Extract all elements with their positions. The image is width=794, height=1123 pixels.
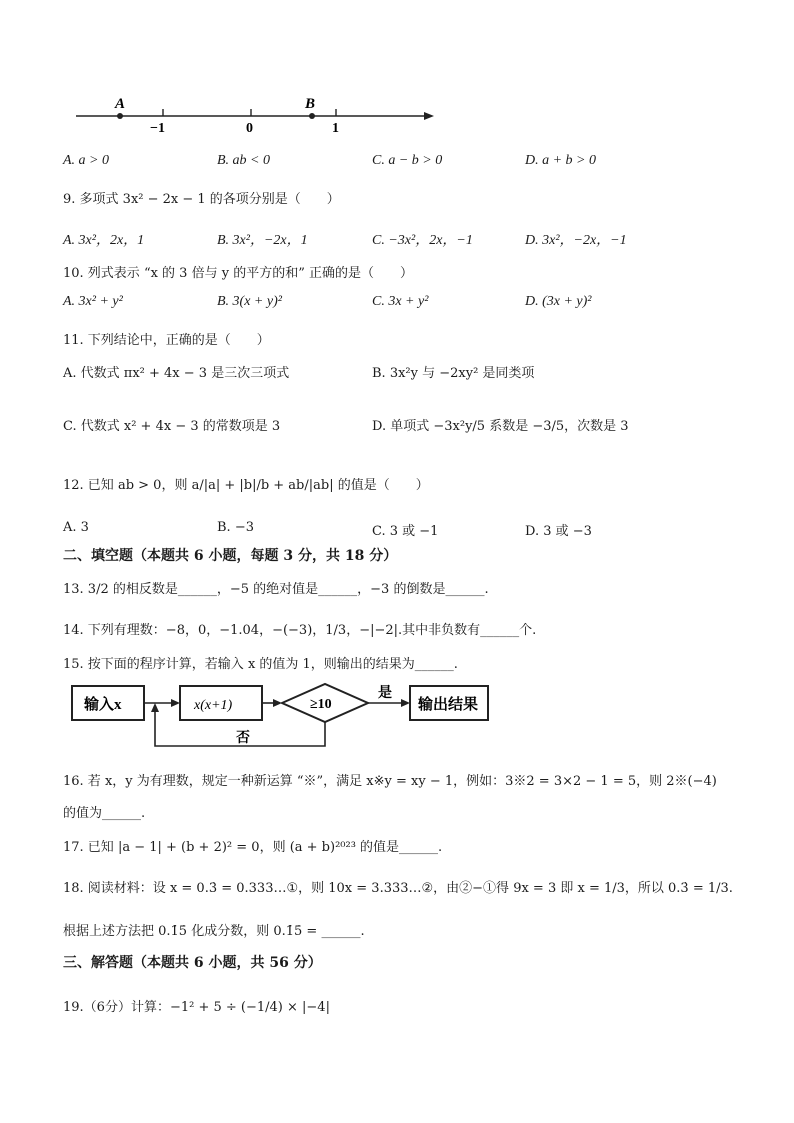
q13: 13. 3/2 的相反数是______，−5 的绝对值是______，−3 的倒数是______. bbox=[63, 582, 489, 597]
tick-label-0: 0 bbox=[246, 121, 253, 136]
q19: 19.（6分）计算：−1² + 5 ÷ (−1/4) × |−4| bbox=[63, 1000, 330, 1015]
q11-option-d: D. 单项式 −3x²y/5 系数是 −3/5，次数是 3 bbox=[372, 419, 629, 434]
q8-option-d: D. a + b > 0 bbox=[525, 153, 597, 168]
q9-option-c: C. −3x²，2x，−1 bbox=[372, 233, 473, 248]
q10-option-a: A. 3x² + y² bbox=[63, 294, 123, 309]
q9-option-b: B. 3x²，−2x，1 bbox=[217, 233, 308, 248]
q18: 18. 阅读材料：设 x = 0.3̇ = 0.333…①，则 10x = 3.333…②，由②−①得 9x = 3 即 x = 1/3，所以 0.3̇ = 1/3. bbox=[63, 881, 733, 896]
q12-option-c: C. 3 或 −1 bbox=[372, 524, 439, 539]
q12-stem: 12. 已知 ab > 0，则 a/|a| + |b|/b + ab/|ab| 的值是（ ） bbox=[63, 478, 429, 493]
number-line bbox=[70, 92, 440, 136]
q11-option-c: C. 代数式 x² + 4x − 3 的常数项是 3 bbox=[63, 419, 281, 434]
q11-option-a: A. 代数式 πx² + 4x − 3 是三次三项式 bbox=[63, 366, 290, 381]
q8-option-b: B. ab < 0 bbox=[217, 153, 270, 168]
q8-option-c: C. a − b > 0 bbox=[372, 153, 443, 168]
q12-option-d: D. 3 或 −3 bbox=[525, 524, 592, 539]
q10-option-d: D. (3x + y)² bbox=[525, 294, 592, 309]
q12-option-a: A. 3 bbox=[63, 520, 89, 535]
point-a-dot bbox=[117, 113, 123, 119]
flow-input-label: 输入x bbox=[84, 697, 122, 713]
tick-label-1: 1 bbox=[332, 121, 339, 136]
q10-option-c: C. 3x + y² bbox=[372, 294, 429, 309]
q18-continued: 根据上述方法把 0.1̇5̇ 化成分数，则 0.1̇5̇ = ______. bbox=[63, 924, 365, 939]
q11-option-b: B. 3x²y 与 −2xy² 是同类项 bbox=[372, 366, 535, 381]
q10-stem: 10. 列式表示 “x 的 3 倍与 y 的平方的和” 正确的是（ ） bbox=[63, 266, 413, 281]
flow-condition-label: ≥10 bbox=[310, 697, 332, 712]
section-2-heading: 二、填空题（本题共 6 小题，每题 3 分，共 18 分） bbox=[63, 548, 398, 564]
flow-yes-label: 是 bbox=[378, 686, 392, 701]
q14: 14. 下列有理数：−8，0，−1.04，−(−3)，1/3，−|−2|.其中非负数有______个. bbox=[63, 623, 537, 638]
q9-stem: 9. 多项式 3x² − 2x − 1 的各项分别是（ ） bbox=[63, 192, 340, 207]
section-3-heading: 三、解答题（本题共 6 小题，共 56 分） bbox=[63, 955, 322, 971]
q17: 17. 已知 |a − 1| + (b + 2)² = 0，则 (a + b)²⁰²³ 的值是______. bbox=[63, 840, 443, 855]
q9-option-d: D. 3x²，−2x，−1 bbox=[525, 233, 627, 248]
q10-option-b: B. 3(x + y)² bbox=[217, 294, 282, 309]
program-flowchart bbox=[70, 680, 495, 750]
point-b-dot bbox=[309, 113, 315, 119]
flow-process-label: x(x+1) bbox=[194, 698, 233, 713]
q12-option-b: B. −3 bbox=[217, 520, 254, 535]
q8-option-a: A. a > 0 bbox=[63, 153, 109, 168]
q9-option-a: A. 3x²，2x，1 bbox=[63, 233, 145, 248]
flow-output-label: 输出结果 bbox=[418, 697, 479, 713]
point-b-label: B bbox=[305, 96, 316, 112]
q16-continued: 的值为______. bbox=[63, 806, 146, 821]
q16: 16. 若 x，y 为有理数，规定一种新运算 “※”，满足 x※y = xy − 1，例如：3※2 = 3×2 − 1 = 5，则 2※(−4) bbox=[63, 774, 717, 789]
q15: 15. 按下面的程序计算，若输入 x 的值为 1，则输出的结果为______. bbox=[63, 657, 458, 672]
flow-no-label: 否 bbox=[236, 731, 250, 746]
q11-stem: 11. 下列结论中，正确的是（ ） bbox=[63, 333, 270, 348]
point-a-label: A bbox=[115, 96, 126, 112]
tick-label-neg1: −1 bbox=[150, 121, 165, 136]
